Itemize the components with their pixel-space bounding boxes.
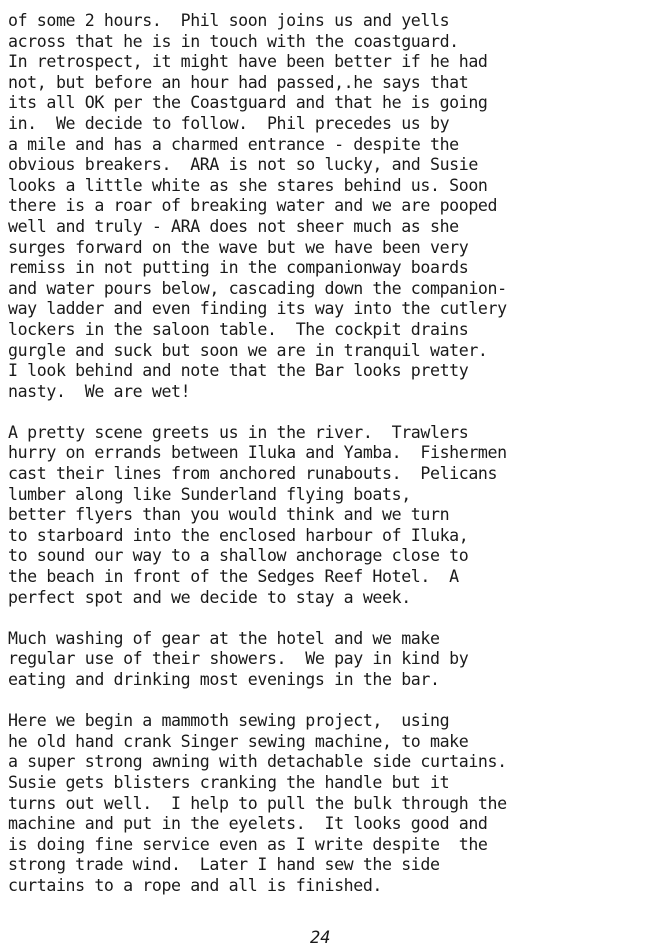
- paragraph: [8, 711, 670, 896]
- text-line: looks a little white as she stares behind us. Soon: [8, 175, 488, 195]
- text-line: there is a roar of breaking water and we are pooped: [8, 196, 498, 216]
- text-line: A pretty scene greets us in the river. Trawlers: [8, 422, 469, 442]
- text-line: well and truly - ARA does not sheer much as she: [8, 216, 459, 236]
- text-line: a mile and has a charmed entrance - despite the: [8, 134, 459, 154]
- paragraph: [8, 629, 670, 691]
- paragraph: [8, 11, 670, 402]
- text-line: turns out well. I help to pull the bulk through the: [8, 793, 507, 813]
- text-line: strong trade wind. Later I hand sew the side: [8, 855, 440, 875]
- paragraph-gap: [8, 402, 670, 423]
- text-line: remiss in not putting in the companionway boards: [8, 258, 469, 278]
- text-line: machine and put in the eyelets. It looks good and: [8, 814, 488, 834]
- text-line: surges forward on the wave but we have been very: [8, 237, 469, 257]
- text-line: cast their lines from anchored runabouts. Pelicans: [8, 464, 498, 484]
- text-line: to starboard into the enclosed harbour of Iluka,: [8, 525, 469, 545]
- text-line: curtains to a rope and all is finished.: [8, 875, 383, 895]
- paragraph-gap: [8, 608, 670, 629]
- text-line: In retrospect, it might have been better if he had: [8, 52, 488, 72]
- text-line: obvious breakers. ARA is not so lucky, and Susie: [8, 155, 478, 175]
- text-line: eating and drinking most evenings in the bar.: [8, 670, 440, 689]
- text-line: nasty. We are wet!: [8, 381, 191, 401]
- text-line: Much washing of gear at the hotel and we make: [8, 628, 440, 648]
- text-line: a super strong awning with detachable side curtains.: [8, 752, 507, 772]
- text-line: Here we begin a mammoth sewing project, using: [8, 711, 450, 731]
- body-text: [8, 11, 670, 897]
- text-line: I look behind and note that the Bar looks pretty: [8, 361, 469, 381]
- text-line: in. We decide to follow. Phil precedes us by: [8, 113, 450, 133]
- text-line: its all OK per the Coastguard and that he is going: [8, 93, 488, 113]
- text-line: he old hand crank Singer sewing machine, to make: [8, 731, 469, 751]
- text-line: better flyers than you would think and we turn: [8, 505, 450, 525]
- text-line: perfect spot and we decide to stay a week.: [8, 587, 411, 607]
- paragraph-gap: [8, 691, 670, 712]
- text-line: lockers in the saloon table. The cockpit drains: [8, 319, 469, 339]
- text-line: and water pours below, cascading down the companion-: [8, 278, 507, 298]
- text-line: not, but before an hour had passed,.he says that: [8, 72, 469, 92]
- text-line: lumber along like Sunderland flying boats,: [8, 484, 411, 504]
- text-line: Susie gets blisters cranking the handle but it: [8, 772, 450, 792]
- text-line: across that he is in touch with the coastguard.: [8, 31, 459, 51]
- text-line: the beach in front of the Sedges Reef Hotel. A: [8, 567, 459, 587]
- text-line: gurgle and suck but soon we are in tranquil water.: [8, 340, 488, 360]
- text-line: hurry on errands between Iluka and Yamba. Fishermen: [8, 443, 507, 463]
- text-line: to sound our way to a shallow anchorage close to: [8, 546, 469, 566]
- page-number: 24: [310, 928, 331, 948]
- text-line: way ladder and even finding its way into the cutlery: [8, 299, 507, 319]
- text-line: regular use of their showers. We pay in kind by: [8, 649, 469, 669]
- text-line: of some 2 hours. Phil soon joins us and yells: [8, 11, 450, 30]
- text-line: is doing fine service even as I write despite the: [8, 834, 488, 854]
- paragraph: [8, 423, 670, 608]
